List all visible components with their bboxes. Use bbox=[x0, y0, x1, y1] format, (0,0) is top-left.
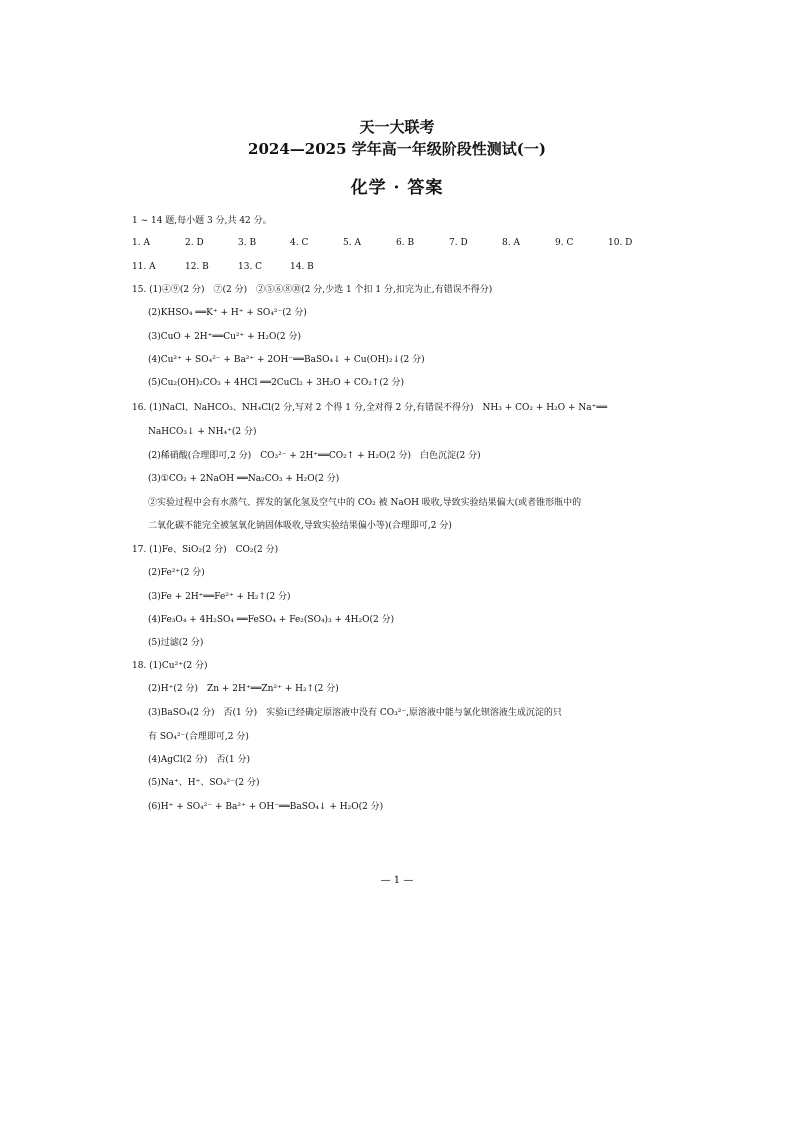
answer-line: NaHCO₃↓ + NH₄⁺(2 分) bbox=[148, 427, 257, 437]
mc-answer: 4. C bbox=[290, 238, 309, 248]
answer-line: 16. (1)NaCl、NaHCO₃、NH₄Cl(2 分,写对 2 个得 1 分,全对得 2 分,有错误不得分) NH₃ + CO₂ + H₂O + Na⁺══ bbox=[132, 403, 608, 413]
answer-line: 15. (1)④⑨(2 分) ⑦(2 分) ②⑤⑥⑧⑩(2 分,少选 1 个扣 1 分,扣完为止,有错误不得分) bbox=[132, 285, 493, 295]
answer-line: (4)Cu²⁺ + SO₄²⁻ + Ba²⁺ + 2OH⁻══BaSO₄↓ + Cu(OH)₂↓(2 分) bbox=[148, 355, 425, 365]
mc-intro: 1 ~ 14 题,每小题 3 分,共 42 分。 bbox=[132, 216, 272, 226]
answer-line: (3)CuO + 2H⁺══Cu²⁺ + H₂O(2 分) bbox=[148, 332, 301, 342]
answer-line: (2)稀硝酸(合理即可,2 分) CO₃²⁻ + 2H⁺══CO₂↑ + H₂O(2 分) 白色沉淀(2 分) bbox=[148, 451, 481, 461]
answer-line: (5)Na⁺、H⁺、SO₄²⁻(2 分) bbox=[148, 778, 260, 788]
page-number: — 1 — bbox=[380, 875, 414, 886]
answer-line: (4)AgCl(2 分) 否(1 分) bbox=[148, 755, 250, 765]
exam-title: 2024—2025 学年高一年级阶段性测试(一) bbox=[248, 140, 546, 158]
answer-line: 二氧化碳不能完全被氢氧化钠固体吸收,导致实验结果偏小等)(合理即可,2 分) bbox=[148, 521, 452, 531]
mc-answer: 14. B bbox=[290, 262, 314, 272]
answer-line: (3)Fe + 2H⁺══Fe²⁺ + H₂↑(2 分) bbox=[148, 592, 291, 602]
mc-answer: 11. A bbox=[132, 262, 156, 272]
mc-answer: 7. D bbox=[449, 238, 468, 248]
mc-answer: 13. C bbox=[238, 262, 263, 272]
answer-line: (3)BaSO₄(2 分) 否(1 分) 实验ⅰ已经确定原溶液中没有 CO₃²⁻,原溶液中能与氯化钡溶液生成沉淀的只 bbox=[148, 708, 562, 718]
mc-answer: 6. B bbox=[396, 238, 415, 248]
answer-line: ②实验过程中会有水蒸气、挥发的氯化氢及空气中的 CO₂ 被 NaOH 吸收,导致实验结果偏大(或者锥形瓶中的 bbox=[148, 498, 582, 508]
mc-answer: 2. D bbox=[185, 238, 204, 248]
subject-title: 化学 · 答案 bbox=[350, 178, 444, 198]
answer-line: (5)过滤(2 分) bbox=[148, 638, 204, 648]
answer-line: (2)Fe²⁺(2 分) bbox=[148, 568, 205, 578]
answer-line: (2)KHSO₄ ══K⁺ + H⁺ + SO₄²⁻(2 分) bbox=[148, 308, 307, 318]
mc-answer: 1. A bbox=[132, 238, 150, 248]
answer-line: (2)H⁺(2 分) Zn + 2H⁺══Zn²⁺ + H₂↑(2 分) bbox=[148, 684, 339, 694]
mc-answer: 3. B bbox=[238, 238, 257, 248]
mc-answer: 10. D bbox=[608, 238, 633, 248]
answer-line: 有 SO₄²⁻(合理即可,2 分) bbox=[148, 732, 249, 742]
mc-answer: 12. B bbox=[185, 262, 209, 272]
answer-line: 18. (1)Cu²⁺(2 分) bbox=[132, 661, 208, 671]
org-title: 天一大联考 bbox=[359, 118, 435, 136]
answer-line: 17. (1)Fe、SiO₂(2 分) CO₂(2 分) bbox=[132, 545, 279, 555]
mc-answer: 5. A bbox=[343, 238, 361, 248]
answer-line: (4)Fe₃O₄ + 4H₂SO₄ ══FeSO₄ + Fe₂(SO₄)₃ + 4H₂O(2 分) bbox=[148, 615, 395, 625]
mc-answer: 9. C bbox=[555, 238, 574, 248]
mc-answer: 8. A bbox=[502, 238, 520, 248]
answer-line: (3)①CO₂ + 2NaOH ══Na₂CO₃ + H₂O(2 分) bbox=[148, 474, 340, 484]
answer-line: (5)Cu₂(OH)₂CO₃ + 4HCl ══2CuCl₂ + 3H₂O + CO₂↑(2 分) bbox=[148, 378, 404, 388]
answer-line: (6)H⁺ + SO₄²⁻ + Ba²⁺ + OH⁻══BaSO₄↓ + H₂O(2 分) bbox=[148, 802, 384, 812]
